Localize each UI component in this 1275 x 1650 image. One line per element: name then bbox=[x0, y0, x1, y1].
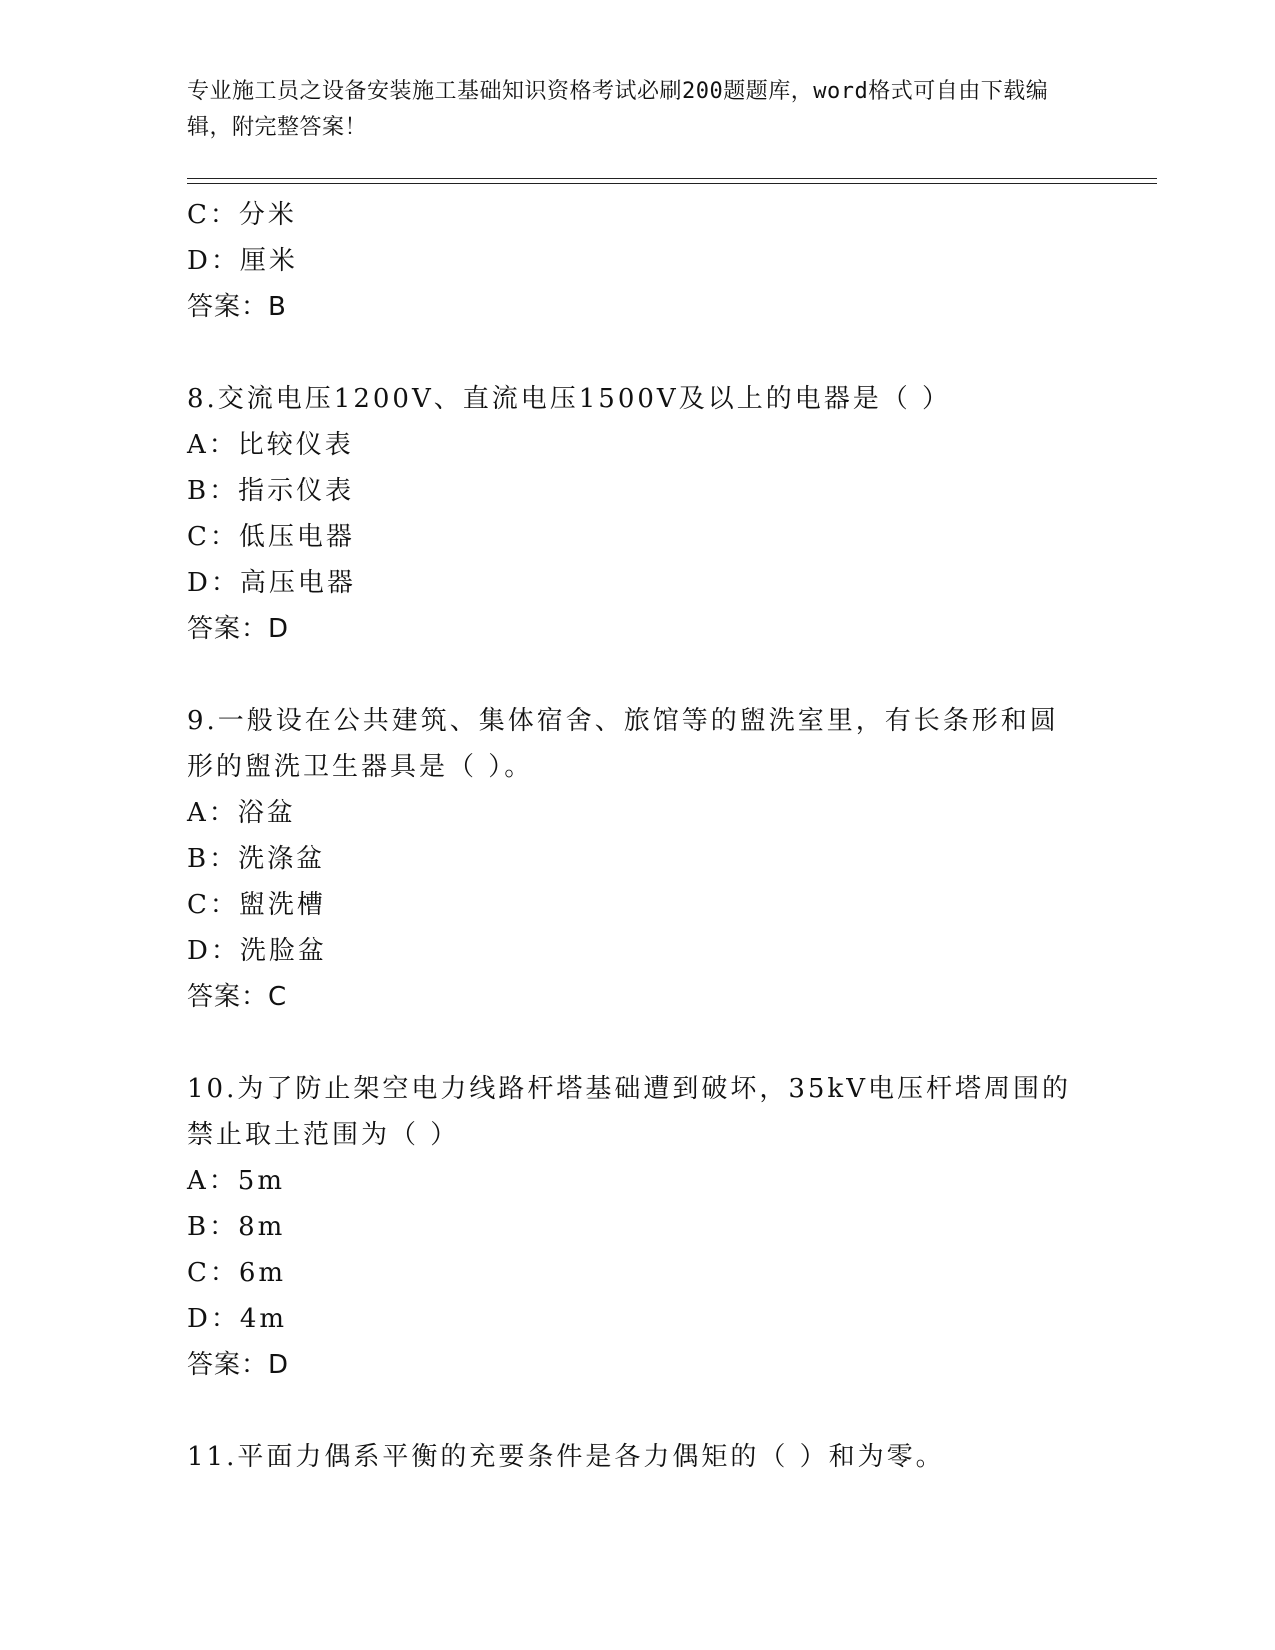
spacer bbox=[187, 1388, 1107, 1434]
spacer bbox=[187, 1020, 1107, 1066]
document-header: 专业施工员之设备安装施工基础知识资格考试必刷200题题库，word格式可自由下载编辑，附完整答案！ bbox=[187, 79, 1049, 140]
question-text: 9.一般设在公共建筑、集体宿舍、旅馆等的盥洗室里，有长条形和圆形的盥洗卫生器具是（ ）。 bbox=[187, 706, 1059, 782]
option-b: B：指示仪表 bbox=[187, 476, 355, 506]
spacer bbox=[187, 652, 1107, 698]
answer: 答案：D bbox=[187, 1350, 290, 1380]
option-c: C：6m bbox=[187, 1258, 287, 1288]
question-7-continued bbox=[187, 192, 1107, 330]
option-a: A：浴盆 bbox=[187, 798, 296, 828]
question-10 bbox=[187, 1066, 1107, 1388]
header-rule-bottom bbox=[187, 183, 1157, 184]
spacer bbox=[187, 330, 1107, 376]
option-d: D：高压电器 bbox=[187, 568, 356, 598]
question-9 bbox=[187, 698, 1107, 1020]
option-d: D：4m bbox=[187, 1304, 288, 1334]
question-text: 11.平面力偶系平衡的充要条件是各力偶矩的（ ）和为零。 bbox=[187, 1442, 945, 1472]
option-a: A：5m bbox=[187, 1166, 285, 1196]
option-b: B：8m bbox=[187, 1212, 286, 1242]
question-text: 10.为了防止架空电力线路杆塔基础遭到破坏，35kV电压杆塔周围的禁止取土范围为（ ） bbox=[187, 1074, 1071, 1150]
document-page bbox=[187, 0, 1157, 1650]
option-b: B：洗涤盆 bbox=[187, 844, 326, 874]
answer: 答案：D bbox=[187, 614, 290, 644]
option-c: C：盥洗槽 bbox=[187, 890, 326, 920]
option-d: D：洗脸盆 bbox=[187, 936, 327, 966]
answer: 答案：C bbox=[187, 982, 288, 1012]
option-c: C：低压电器 bbox=[187, 522, 355, 552]
option-c: C：分米 bbox=[187, 200, 297, 230]
question-8 bbox=[187, 376, 1107, 652]
question-text: 8.交流电压1200V、直流电压1500V及以上的电器是（ ） bbox=[187, 384, 951, 414]
answer: 答案：B bbox=[187, 292, 287, 322]
option-a: A：比较仪表 bbox=[187, 430, 354, 460]
question-list bbox=[187, 192, 1107, 1480]
header-rule-top bbox=[187, 178, 1157, 179]
question-11 bbox=[187, 1434, 1107, 1480]
option-d: D：厘米 bbox=[187, 246, 298, 276]
